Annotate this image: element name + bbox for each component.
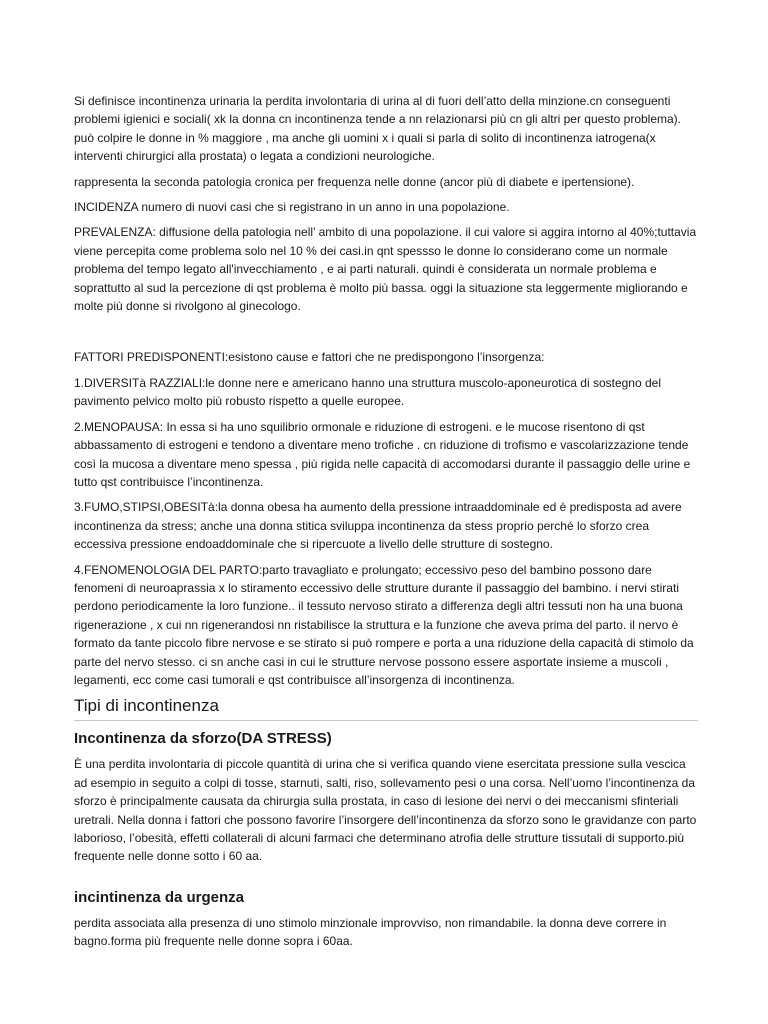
intro-paragraph-prevalence: PREVALENZA: diffusione della patologia nell’ ambito di una popolazione. il cui valore si aggira intorno al 40%;tuttavia viene percepita come problema solo nel 10 % dei casi.in qnt spessso le donne lo considerano come un normale problema del tempo legato all'invecchiamento , e ai parti naturali. quindi è considerata un normale problema e soprattutto al sud la percezione di qst problema è molto più bassa. oggi la situazione sta leggermente migliorando e molte più donne si rivolgono al ginecologo. bbox=[74, 225, 697, 314]
factors-intro: FATTORI PREDISPONENTI:esistono cause e fattori che ne predispongono l’insorgenza: bbox=[74, 350, 545, 365]
factor-racial: 1.DIVERSITà RAZZIALI:le donne nere e americano hanno una struttura muscolo-aponeurotica di sostegno del pavimento pelvico molto più robusto rispetto a quelle europee. bbox=[74, 375, 661, 409]
section-title: Tipi di incontinenza bbox=[74, 696, 698, 721]
stress-paragraph: È una perdita involontaria di piccole quantità di urina che si verifica quando viene esercitata pressione sulla vescica ad esempio in seguito a colpi di tosse, starnuti, salti, riso, sollevamento pesi o una corsa. Nell’uomo l’incontinenza da sforzo è principalmente causata da chirurgia sulla prostata, in caso di lesione dei nervi o dei meccanismi sfinteriali uretrali. Nella donna i fattori che possono favorire l’insorgere dell’incontinenza da sforzo sono le gravidanze con parto laborioso, l’obesità, effetti collaterali di alcuni farmaci che determinano atrofia delle strutture tissutali di supporto.più frequente nelle donne sotto i 60 aa. bbox=[74, 757, 697, 864]
document-page bbox=[74, 92, 698, 958]
factor-menopause: 2.MENOPAUSA: In essa si ha uno squilibrio ormonale e riduzione di estrogeni. e le mucose risentono di qst abbassamento di estrogeni e tendono a diventare meno trofiche . cn riduzione di trofismo e vascolarizzazione tende così la mucosa a diventare meno spessa , più rigida nelle capacità di accomodarsi durante il passaggio delle urine e tutto qst contribuisce l’incontinenza. bbox=[74, 419, 691, 489]
factor-childbirth: 4.FENOMENOLOGIA DEL PARTO:parto travagliato e prolungato; eccessivo peso del bambino possono dare fenomeni di neuroaprassia x lo stiramento eccessivo delle strutture durante il passaggio del bambino. i nervi stirati perdono periodicamente la loro funzione.. il tessuto nervoso stirato a differenza degli altri tessuti non ha una buona rigenerazione , x cui nn rigenerandosi nn ristabilisce la struttura e la funzione che aveva prima del parto. il nervo è formato da tante piccolo fibre nervose e se stirato si può rompere e porta a una riduzione della capacità di stimolo da parte del nervo stesso. ci sn anche casi in cui le strutture nervose possono essere asportate insieme a muscoli , legamenti, ecc come casi tumorali e qst contribuisce all’insorgenza di incontinenza. bbox=[74, 562, 694, 687]
factor-smoking-obesity: 3.FUMO,STIPSI,OBESITà:la donna obesa ha aumento della pressione intraaddominale ed è predisposta ad avere incontinenza da stress; anche una donna stitica sviluppa incontinenza da stess proprio perché lo sforzo crea eccessiva pressione endoaddominale che si ripercuote a livello delle strutture di sostegno. bbox=[74, 500, 682, 552]
urge-heading: incintinenza da urgenza bbox=[74, 888, 245, 906]
intro-paragraph-definition: Si definisce incontinenza urinaria la perdita involontaria di urina al di fuori dell’atto della minzione.cn conseguenti problemi igienici e sociali( xk la donna cn incontinenza tende a nn relazionarsi più cn gli altri per questo problema). può colpire le donne in % maggiore , ma anche gli uomini x i quali si parla di solito di incontinenza iatrogena(x interventi chirurgici alla prostata) o legata a condizioni neurologiche. bbox=[74, 94, 682, 164]
intro-paragraph-chronic: rappresenta la seconda patologia cronica per frequenza nelle donne (ancor più di diabete e ipertensione). bbox=[74, 174, 635, 189]
urge-paragraph: perdita associata alla presenza di uno stimolo minzionale improvviso, non rimandabile. la donna deve correre in bagno.forma più frequente nelle donne sopra i 60aa. bbox=[74, 915, 667, 949]
intro-paragraph-incidence: INCIDENZA numero di nuovi casi che si registrano in un anno in una popolazione. bbox=[74, 200, 510, 215]
stress-heading: Incontinenza da sforzo(DA STRESS) bbox=[74, 730, 332, 748]
spacer bbox=[74, 322, 698, 348]
